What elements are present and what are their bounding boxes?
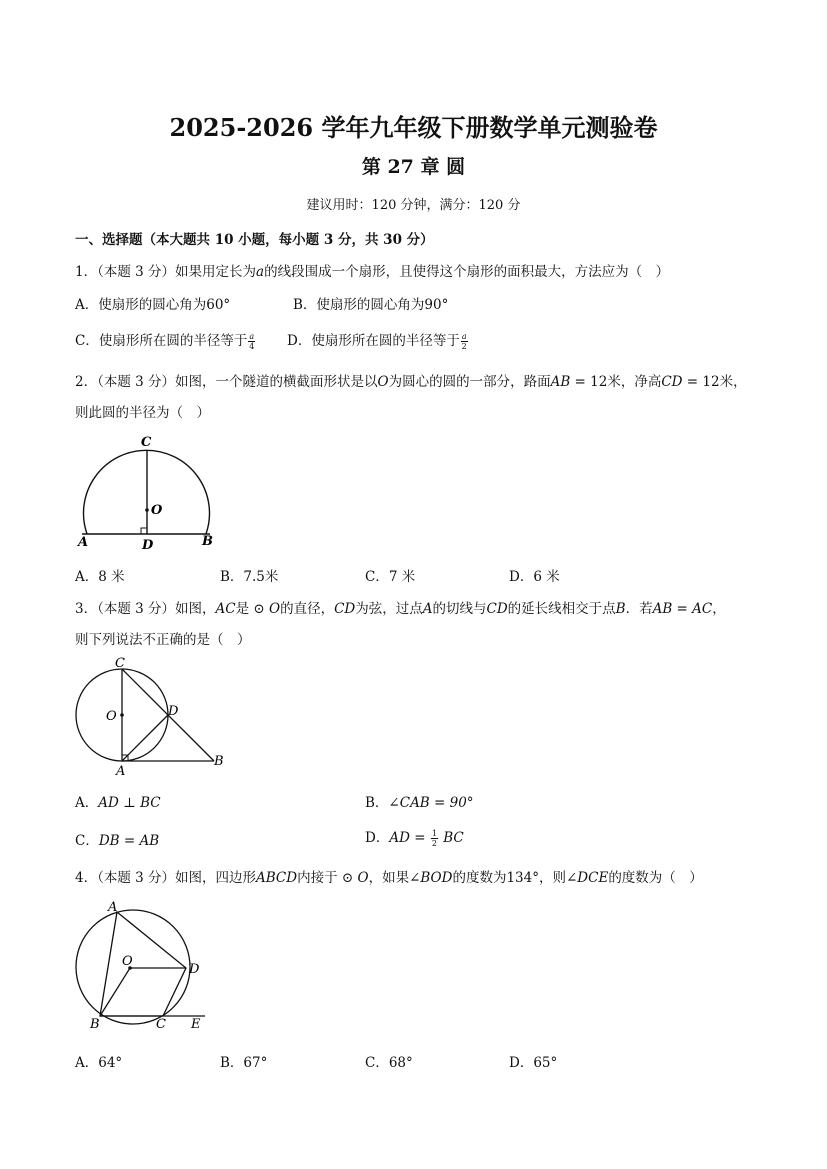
chapter-title: 第 27 章 圆: [361, 156, 466, 178]
question-4-option-b[interactable]: B．67°: [220, 1055, 268, 1071]
label-a: A: [78, 535, 89, 550]
question-1-option-c[interactable]: C．使扇形所在圆的半径等于 $\frac{a}{4}$: [75, 332, 255, 351]
question-3-option-b[interactable]: B．∠CAB = 90°: [365, 795, 474, 811]
question-3-circle-figure: [70, 655, 230, 780]
label-e: E: [191, 1017, 201, 1032]
question-3-stem-line1: 3．（本题 3 分）如图，AC是 ⊙ O的直径，CD为弦，过点A的切线与CD的延长线相交于点B．若AB = AC，: [75, 601, 726, 617]
question-4-option-d[interactable]: D．65°: [509, 1055, 558, 1071]
label-c: C: [141, 435, 152, 450]
label-c: C: [156, 1017, 166, 1032]
question-2-stem-line2: 则此圆的半径为（ ）: [75, 405, 210, 421]
label-b: B: [214, 754, 224, 769]
question-3-option-d[interactable]: D．AD = $\frac{1}{2}$ BC: [365, 829, 464, 848]
question-2-option-b[interactable]: B．7.5米: [220, 569, 279, 585]
circle-o: [76, 910, 190, 1024]
label-o: O: [122, 954, 133, 969]
question-4-circle-figure: [70, 895, 230, 1035]
question-4-stem: 4．（本题 3 分）如图，四边形ABCD内接于 ⊙ O，如果∠BOD的度数为134°，则∠DCE的度数为（ ）: [75, 870, 703, 886]
question-4-option-a[interactable]: A．64°: [75, 1055, 123, 1071]
question-4-option-c[interactable]: C．68°: [365, 1055, 413, 1071]
label-d: D: [168, 704, 179, 719]
question-1-option-b[interactable]: B．使扇形的圆心角为90°: [293, 297, 449, 313]
label-o: O: [151, 503, 163, 518]
question-1-stem: 1．（本题 3 分）如果用定长为a的线段围成一个扇形，且使得这个扇形的面积最大，方法应为（ ）: [75, 264, 670, 280]
label-c: C: [115, 656, 125, 671]
question-1-option-a[interactable]: A．使扇形的圆心角为60°: [75, 297, 231, 313]
question-3-stem-line2: 则下列说法不正确的是（ ）: [75, 632, 251, 648]
center-point-o: [120, 713, 124, 717]
question-3-option-a[interactable]: A．AD ⊥ BC: [75, 795, 161, 811]
question-2-option-a[interactable]: A．8 米: [75, 569, 125, 585]
right-angle-mark: [141, 528, 147, 534]
label-o: O: [106, 709, 117, 724]
question-2-option-d[interactable]: D．6 米: [509, 569, 560, 585]
label-b: B: [90, 1017, 100, 1032]
question-2-stem-line1: 2．（本题 3 分）如图，一个隧道的横截面形状是以O为圆心的圆的一部分，路面AB = 12米，净高CD = 12米，: [75, 374, 747, 390]
label-d: D: [189, 962, 200, 977]
quadrilateral-abcd: [100, 912, 186, 1016]
center-point-o: [145, 508, 149, 512]
label-d: D: [142, 538, 154, 553]
question-1-option-d[interactable]: D．使扇形所在圆的半径等于 $\frac{a}{2}$: [287, 332, 467, 351]
label-a: A: [108, 900, 118, 915]
exam-title: 2025-2026 学年九年级下册数学单元测验卷: [169, 113, 658, 142]
question-3-option-c[interactable]: C．DB = AB: [75, 833, 160, 849]
section-heading: 一、选择题（本大题共 10 小题，每小题 3 分，共 30 分）: [75, 232, 434, 248]
question-2-option-c[interactable]: C．7 米: [365, 569, 416, 585]
question-2-tunnel-figure: [70, 428, 230, 553]
exam-info: 建议用时：120 分钟，满分：120 分: [306, 198, 521, 213]
label-a: A: [116, 764, 126, 779]
label-b: B: [202, 534, 213, 549]
